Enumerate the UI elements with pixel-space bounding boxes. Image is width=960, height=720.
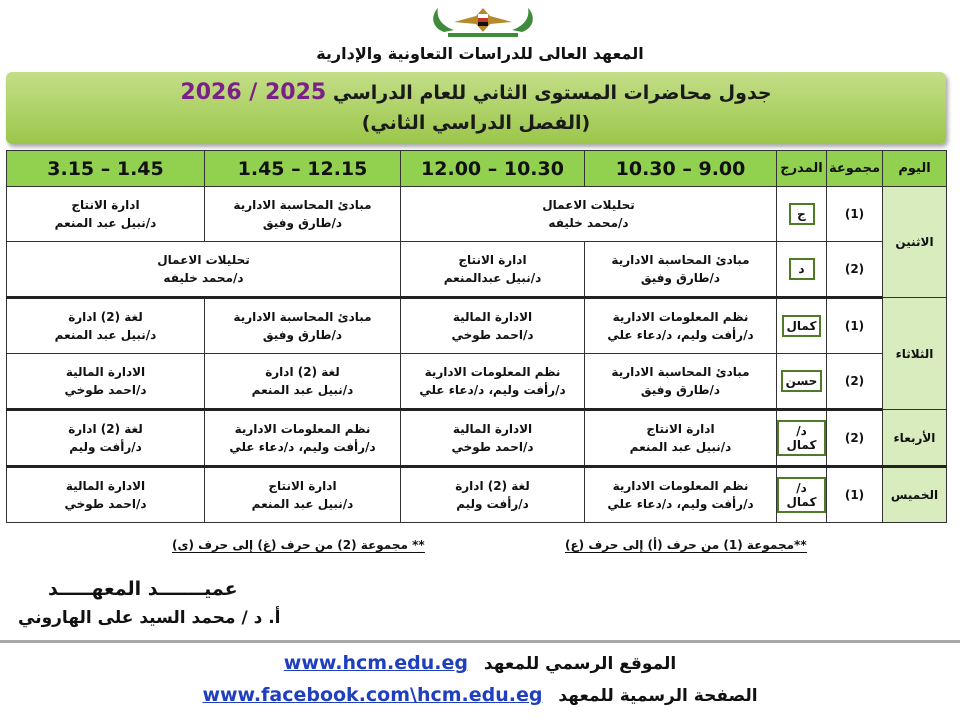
subject: نظم المعلومات الادارية [234, 422, 371, 436]
group-1-note: **مجموعة (1) من حرف (أ) إلى حرف (ع) [565, 538, 807, 552]
institute-logo-icon [424, 2, 542, 40]
day-cell-tuesday: الثلاثاء [883, 298, 947, 410]
website-link[interactable]: www.hcm.edu.eg [283, 652, 468, 674]
lecture-cell [7, 354, 205, 410]
lecturer: د/رأفت وليم، د/دعاء علي [607, 497, 754, 511]
header-slot-1: 10.30 – 9.00 [585, 151, 777, 187]
lecturer: د/طارق وفيق [640, 271, 721, 285]
group-cell: (2) [827, 410, 883, 467]
table-row [7, 467, 947, 523]
academic-year: 2026 / 2025 [180, 80, 327, 105]
lecture-cell [401, 410, 585, 467]
hall-cell [777, 354, 827, 410]
lecturer: د/نبيل عبد المنعم [629, 440, 732, 454]
lecturer: د/نبيل عبد المنعم [54, 328, 157, 342]
group-cell: (1) [827, 467, 883, 523]
lecturer: د/احمد طوخي [451, 328, 534, 342]
lecturer: د/نبيل عبد المنعم [251, 383, 354, 397]
lecture-cell [7, 298, 205, 354]
subject: ادارة الانتاج [646, 422, 715, 436]
lecture-cell [585, 242, 777, 298]
footer-divider [0, 640, 960, 643]
subject: مبادئ المحاسبة الادارية [611, 365, 750, 379]
facebook-label: الصفحة الرسمية للمعهد [558, 686, 758, 706]
day-cell-thursday: الخميس [883, 467, 947, 523]
subject: لغة (2) ادارة [68, 422, 143, 436]
header-day: اليوم [883, 151, 947, 187]
lecture-cell [401, 298, 585, 354]
lecturer: د/نبيل عبد المنعم [54, 216, 157, 230]
lecturer: د/محمد خليفه [163, 271, 244, 285]
lecturer: د/رأفت وليم، د/دعاء علي [607, 328, 754, 342]
hall-label: ج [789, 203, 815, 225]
lecturer: د/رأفت وليم، د/دعاء علي [419, 383, 566, 397]
table-row [7, 298, 947, 354]
website-line [0, 652, 960, 674]
subject: نظم المعلومات الادارية [612, 310, 749, 324]
facebook-link[interactable]: www.facebook.com\hcm.edu.eg [202, 684, 543, 706]
hall-label: د/كمال [777, 420, 826, 456]
subject: ادارة الانتاج [458, 253, 527, 267]
subject: الادارة المالية [65, 479, 146, 493]
hall-cell [777, 242, 827, 298]
subject: نظم المعلومات الادارية [424, 365, 561, 379]
header-group: مجموعة [827, 151, 883, 187]
lecture-cell [401, 242, 585, 298]
lecturer: د/رأفت وليم [69, 440, 142, 454]
subject: مبادئ المحاسبة الادارية [233, 198, 372, 212]
lecture-cell [205, 410, 401, 467]
lecture-cell [585, 354, 777, 410]
lecture-cell [585, 298, 777, 354]
schedule-title-banner [6, 72, 946, 144]
lecturer: د/احمد طوخي [64, 383, 147, 397]
semester-title: (الفصل الدراسي الثاني) [361, 112, 591, 134]
hall-cell [777, 298, 827, 354]
title-line [6, 80, 946, 105]
header-hall: المدرج [777, 151, 827, 187]
header-slot-4: 3.15 – 1.45 [7, 151, 205, 187]
title-text: جدول محاضرات المستوى الثاني للعام الدراسي [332, 82, 772, 104]
lecture-cell [401, 354, 585, 410]
institute-name: المعهد العالى للدراسات التعاونية والإدارية [316, 44, 644, 63]
lecture-cell [7, 242, 401, 298]
subject: ادارة الانتاج [71, 198, 140, 212]
lecturer: د/طارق وفيق [262, 216, 343, 230]
subject: نظم المعلومات الادارية [612, 479, 749, 493]
website-label: الموقع الرسمي للمعهد [483, 654, 677, 674]
table-row [7, 410, 947, 467]
subject: لغة (2) ادارة [455, 479, 530, 493]
subject: لغة (2) ادارة [265, 365, 340, 379]
group-cell: (1) [827, 298, 883, 354]
group-cell: (2) [827, 242, 883, 298]
facebook-line [0, 684, 960, 706]
lecture-cell [401, 187, 777, 242]
hall-label: حسن [781, 370, 823, 392]
subject: تحليلات الاعمال [157, 253, 250, 267]
table-row [7, 242, 947, 298]
subject: مبادئ المحاسبة الادارية [233, 310, 372, 324]
group-2-note: ** مجموعة (2) من حرف (غ) إلى حرف (ى) [172, 538, 425, 552]
lecturer: د/رأفت وليم [456, 497, 529, 511]
lecture-cell [205, 187, 401, 242]
lecturer: د/رأفت وليم، د/دعاء علي [229, 440, 376, 454]
hall-cell [777, 187, 827, 242]
subject: الادارة المالية [452, 310, 533, 324]
group-cell: (2) [827, 354, 883, 410]
hall-label: د [789, 258, 815, 280]
lecture-cell [7, 467, 205, 523]
lecture-cell [585, 410, 777, 467]
lecturer: د/طارق وفيق [640, 383, 721, 397]
lecture-cell [205, 354, 401, 410]
dean-title: عميـــــــد المعهـــــد [48, 578, 238, 600]
lecturer: د/احمد طوخي [64, 497, 147, 511]
lecture-cell [401, 467, 585, 523]
lecture-cell [585, 467, 777, 523]
lecturer: د/طارق وفيق [262, 328, 343, 342]
day-cell-monday: الاثنين [883, 187, 947, 298]
lecture-cell [7, 410, 205, 467]
lecturer: د/نبيل عبدالمنعم [443, 271, 542, 285]
dean-name: أ. د / محمد السيد على الهاروني [18, 608, 281, 628]
subject: تحليلات الاعمال [542, 198, 635, 212]
header-slot-3: 1.45 – 12.15 [205, 151, 401, 187]
subject: لغة (2) ادارة [68, 310, 143, 324]
subject: مبادئ المحاسبة الادارية [611, 253, 750, 267]
hall-label: د/كمال [777, 477, 826, 513]
lecture-cell [205, 298, 401, 354]
lecturer: د/محمد خليفه [548, 216, 629, 230]
table-header-row [7, 151, 947, 187]
subject: الادارة المالية [452, 422, 533, 436]
hall-cell [777, 410, 827, 467]
group-cell: (1) [827, 187, 883, 242]
hall-label: كمال [782, 315, 822, 337]
lecture-cell [7, 187, 205, 242]
table-row [7, 187, 947, 242]
header-slot-2: 12.00 – 10.30 [401, 151, 585, 187]
lecture-schedule-table [6, 150, 947, 523]
lecturer: د/احمد طوخي [451, 440, 534, 454]
lecture-cell [205, 467, 401, 523]
hall-cell [777, 467, 827, 523]
subject: الادارة المالية [65, 365, 146, 379]
table-row [7, 354, 947, 410]
lecturer: د/نبيل عبد المنعم [251, 497, 354, 511]
day-cell-wednesday: الأربعاء [883, 410, 947, 467]
subject: ادارة الانتاج [268, 479, 337, 493]
